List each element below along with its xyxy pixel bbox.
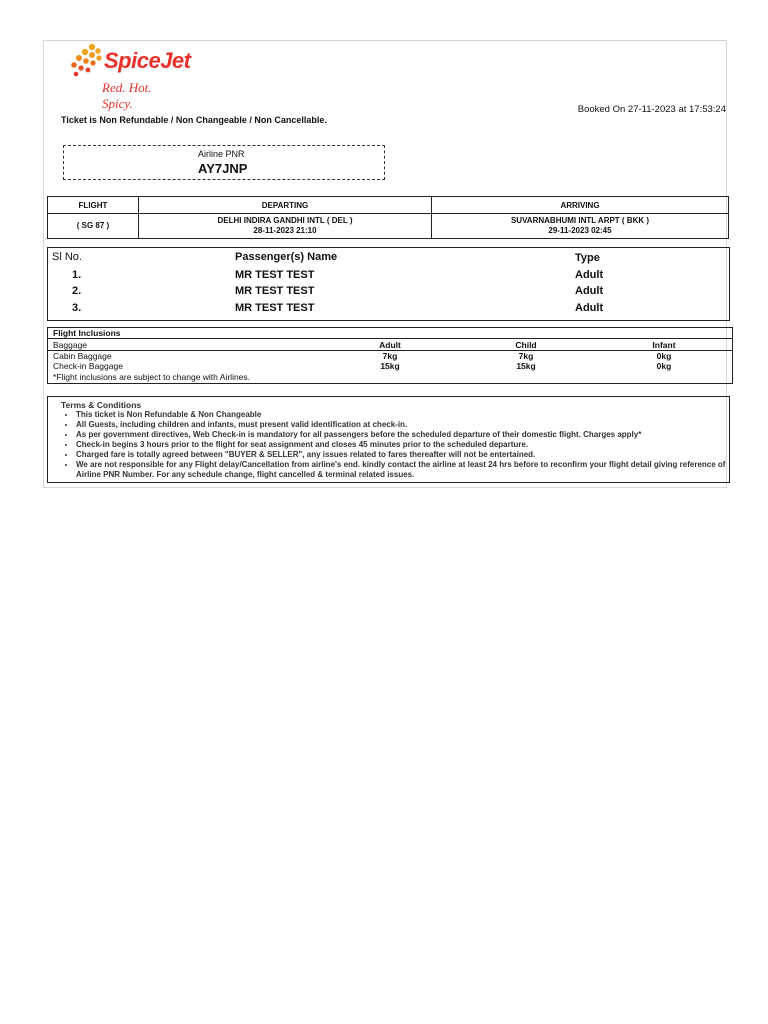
inclusion-row <box>48 351 732 361</box>
passenger-type: Adult <box>575 302 604 314</box>
name-header: Passenger(s) Name <box>235 251 338 263</box>
passenger-name: MR TEST TEST <box>235 269 315 281</box>
terms-item: • Charged fare is totally agreed between "BUYER & SELLER", any issues related to fares thereafter will not be entertained. <box>76 450 726 460</box>
inclusions-header-row <box>48 340 732 351</box>
logo-dots-icon <box>70 42 104 82</box>
inclusions-note <box>48 372 732 382</box>
terms-item: • We are not responsible for any Flight delay/Cancellation from airline's end. kindly contact the airline at least 24 hrs before to reconfirm your flight detail giving reference of Airline PNR Number. For any schedule change, flight cancelled & terminal related issues. <box>76 460 726 480</box>
passenger-name: MR TEST TEST <box>235 302 315 314</box>
flight-header: FLIGHT <box>48 197 139 214</box>
terms-item: • As per government directives, Web Check-in is mandatory for all passengers before the scheduled departure of their domestic flight. Charges apply* <box>76 430 726 440</box>
terms-title: Terms & Conditions <box>61 400 142 410</box>
booked-on-text: Booked On 27-11-2023 at 17:53:24 <box>577 104 726 115</box>
pnr-label: Airline PNR <box>198 149 245 159</box>
passenger-list <box>47 247 730 321</box>
departing-airport: DELHI INDIRA GANDHI INTL ( DEL ) <box>217 216 353 225</box>
child-header: Child <box>515 340 537 350</box>
inclusion-child: 7kg <box>518 351 534 361</box>
sl-no-header: Sl No. <box>52 251 82 263</box>
pnr-box <box>63 145 385 180</box>
terms-item: • All Guests, including children and infants, must present valid identification at check-in. <box>76 420 726 430</box>
inclusion-row <box>48 361 732 371</box>
terms-list <box>62 410 726 480</box>
departing-time: 28-11-2023 21:10 <box>253 226 317 235</box>
terms-item: • Check-in begins 3 hours prior to the flight for seat assignment and closes 45 minutes prior to the scheduled departure. <box>76 440 726 450</box>
inclusion-infant: 0kg <box>656 351 672 361</box>
passenger-name: MR TEST TEST <box>235 285 315 297</box>
inclusion-label: Check-in Baggage <box>53 361 123 371</box>
passenger-sl: 2. <box>72 285 82 297</box>
passenger-row <box>48 285 729 302</box>
inclusion-infant: 0kg <box>656 361 672 371</box>
pnr-value: AY7JNP <box>198 161 248 176</box>
flight-table <box>47 196 729 239</box>
arriving-airport: SUVARNABHUMI INTL ARPT ( BKK ) <box>510 216 650 225</box>
inclusion-adult: 15kg <box>380 361 400 371</box>
inclusions-title: Flight Inclusions <box>48 328 732 339</box>
baggage-label: Baggage <box>53 340 88 350</box>
passenger-sl: 3. <box>72 302 82 314</box>
infant-header: Infant <box>652 340 676 350</box>
inclusion-child: 15kg <box>516 361 536 371</box>
adult-header: Adult <box>379 340 401 350</box>
inclusion-label: Cabin Baggage <box>53 351 112 361</box>
logo-wordmark: SpiceJet <box>104 48 191 73</box>
passenger-type: Adult <box>575 285 604 297</box>
terms-and-conditions <box>47 396 730 483</box>
passenger-row <box>48 302 729 319</box>
passenger-row <box>48 269 729 286</box>
inclusions-note-text: *Flight inclusions are subject to change with Airlines. <box>53 372 251 382</box>
arriving-header: ARRIVING <box>432 197 729 214</box>
passenger-sl: 1. <box>72 269 82 281</box>
arriving-time: 29-11-2023 02:45 <box>548 226 612 235</box>
type-header: Type <box>575 252 600 264</box>
passenger-header-row <box>48 251 729 268</box>
terms-item: • This ticket is Non Refundable & Non Changeable <box>76 410 726 420</box>
departing-header: DEPARTING <box>139 197 432 214</box>
spicejet-logo <box>70 42 191 111</box>
passenger-type: Adult <box>575 269 604 281</box>
inclusion-adult: 7kg <box>382 351 398 361</box>
flight-inclusions <box>47 327 733 384</box>
refund-notice: Ticket is Non Refundable / Non Changeable / Non Cancellable. <box>61 115 327 125</box>
flight-number: ( SG 87 ) <box>48 214 139 239</box>
departing-cell <box>139 214 432 239</box>
arriving-cell <box>432 214 729 239</box>
logo-tagline: Red. Hot. Spicy. <box>102 80 152 111</box>
